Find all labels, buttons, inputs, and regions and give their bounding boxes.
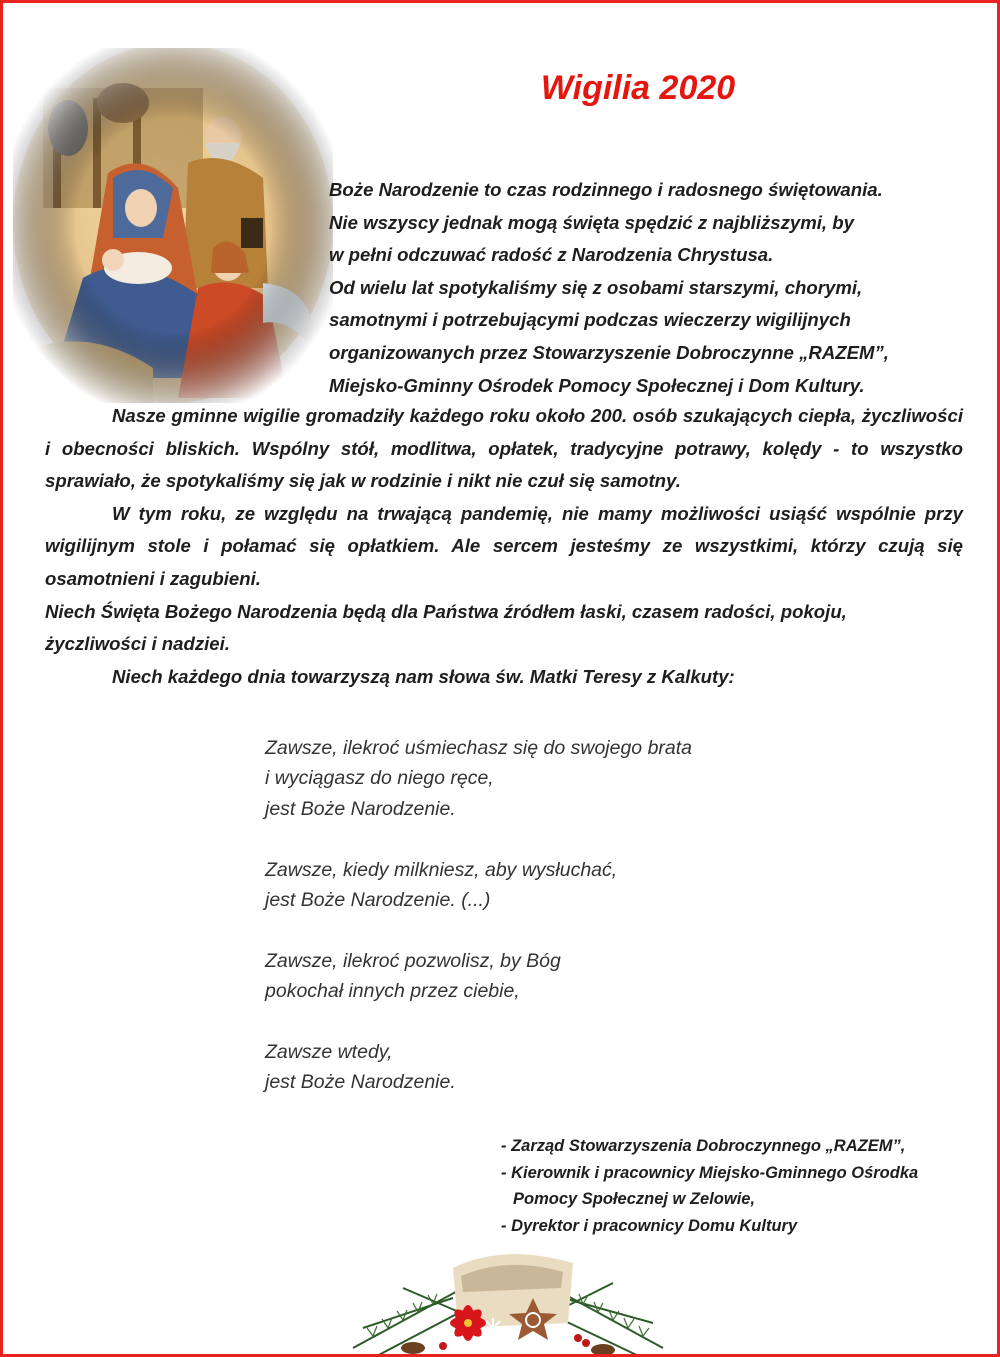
- intro-line: organizowanych przez Stowarzyszenie Dobroczynne „RAZEM”,: [329, 341, 889, 363]
- intro-paragraph: [329, 174, 965, 402]
- poem-stanza: [265, 1037, 825, 1098]
- intro-line: Boże Narodzenie to czas rodzinnego i radosnego świętowania.: [329, 179, 883, 200]
- christmas-decoration-image: [343, 1228, 673, 1357]
- signature-line: - Zarząd Stowarzyszenia Dobroczynnego „RAZEM”,: [501, 1137, 906, 1155]
- signature-line: - Kierownik i pracownicy Miejsko-Gminnego Ośrodka: [501, 1163, 919, 1182]
- intro-line: Miejsko-Gminny Ośrodek Pomocy Społecznej i Dom Kultury.: [329, 374, 865, 396]
- this-year-paragraph: W tym roku, ze względu na trwającą pandemię, nie mamy możliwości usiąść wspólnie przy wigilijnym stole i połamać się opłatkiem. Ale sercem jesteśmy ze wszystkimi, którzy czują się osamotnieni i zagubieni.: [45, 502, 963, 589]
- poem-line: i wyciągasz do niego ręce,: [265, 767, 494, 790]
- main-body: [45, 400, 963, 693]
- wishes-paragraph: [45, 596, 963, 661]
- poem-line: Zawsze, ilekroć uśmiechasz się do swojego brata: [265, 737, 693, 759]
- poem-line: Zawsze wtedy,: [265, 1041, 393, 1064]
- intro-line: w pełni odczuwać radość z Narodzenia Chrystusa.: [329, 244, 774, 266]
- mother-teresa-poem: [265, 733, 825, 1098]
- poem-stanza: [265, 855, 825, 916]
- quote-intro: Niech każdego dnia towarzyszą nam słowa św. Matki Teresy z Kalkuty:: [112, 665, 735, 687]
- poem-line: Zawsze, ilekroć pozwolisz, by Bóg: [265, 949, 561, 972]
- poem-stanza: [265, 946, 825, 1007]
- signature-line: Pomocy Społecznej w Zelowie,: [513, 1190, 756, 1208]
- poem-line: Zawsze, kiedy milkniesz, aby wysłuchać,: [265, 858, 618, 881]
- page-title: Wigilia 2020: [540, 69, 736, 107]
- poem-line: pokochał innych przez ciebie,: [265, 980, 520, 1003]
- signature-line: - Dyrektor i pracownicy Domu Kultury: [501, 1216, 798, 1235]
- wishes-line: życzliwości i nadziei.: [45, 633, 230, 655]
- intro-line: samotnymi i potrzebującymi podczas wieczerzy wigilijnych: [329, 309, 851, 331]
- signatures-block: [501, 1133, 971, 1239]
- poem-stanza: [265, 733, 825, 824]
- intro-line: Nie wszyscy jednak mogą święta spędzić z najbliższymi, by: [329, 211, 854, 233]
- poem-line: jest Boże Narodzenie.: [265, 797, 456, 820]
- nativity-scene-illustration: [13, 48, 333, 403]
- wishes-line: Niech Święta Bożego Narodzenia będą dla Państwa źródłem łaski, czasem radości, pokoju,: [45, 600, 847, 622]
- poem-line: jest Boże Narodzenie.: [265, 1071, 456, 1094]
- gatherings-paragraph: Nasze gminne wigilie gromadziły każdego roku około 200. osób szukających ciepła, życzliwości i obecności bliskich. Wspólny stół, modlitwa, opłatek, tradycyjne potrawy, kolędy - to wszystko sprawiało, że spotykaliśmy się jak w rodzinie i nikt nie czuł się samotny.: [45, 405, 963, 492]
- intro-line: Od wielu lat spotykaliśmy się z osobami starszymi, chorymi,: [329, 276, 863, 298]
- poem-line: jest Boże Narodzenie. (...): [265, 889, 491, 912]
